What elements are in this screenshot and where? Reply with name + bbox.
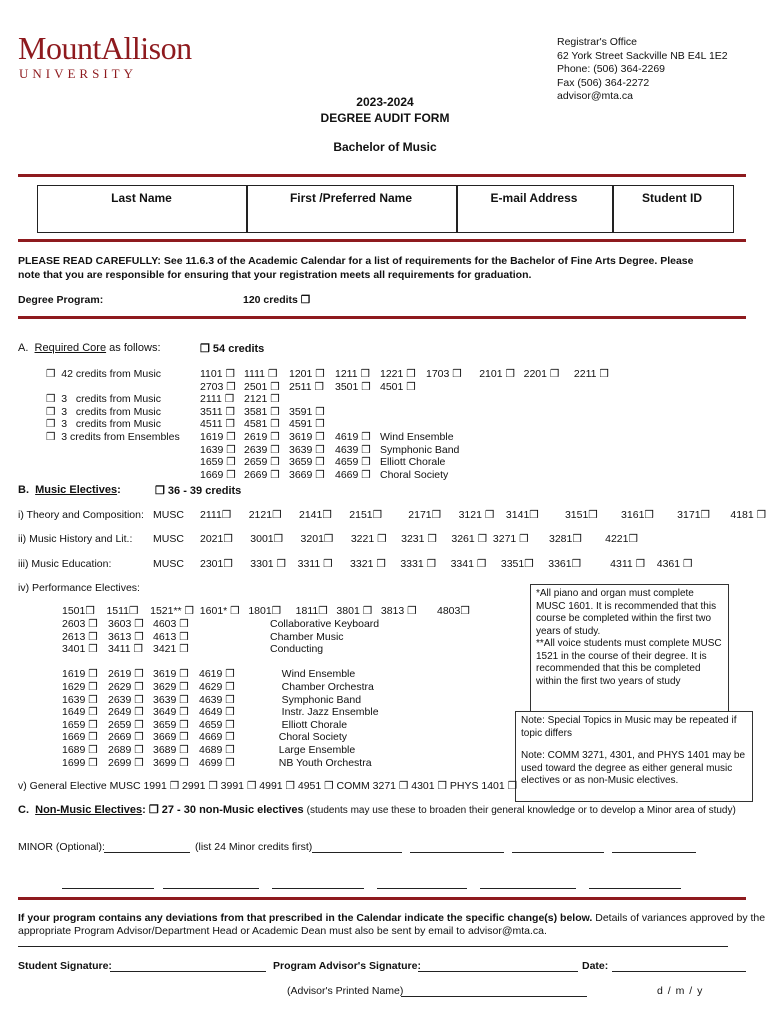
section-b-suffix: : — [117, 484, 121, 496]
performance-ensembles: Collaborative Keyboard Chamber Music Conducting Wind Ensemble Chamber Orchestra Symphonic Band Instr. Jazz Ensemble Elliott Chorale Choral Society Large Ensemble NB Youth Orchestra — [270, 618, 380, 769]
notice-line-2: note that you are responsible for ensuring that your registration meets all requirements for graduation. — [18, 269, 532, 281]
minor-credit-field[interactable] — [612, 851, 696, 853]
core-courses-col-3[interactable]: 1201 ❒ 2511 ❒ 3591 ❒ 4591 ❒ 3619 ❒ 3639 ❒ 3659 ❒ 3669 ❒ — [289, 368, 325, 481]
elective-field[interactable] — [272, 887, 364, 889]
elective-field[interactable] — [163, 887, 259, 889]
university-logo-subtitle: UNIVERSITY — [19, 66, 137, 81]
divider — [18, 897, 746, 900]
email-header: E-mail Address — [490, 191, 578, 205]
date-field[interactable] — [612, 970, 746, 972]
minor-credit-field[interactable] — [512, 851, 604, 853]
degree-program-credits[interactable]: 120 credits ❒ — [243, 294, 311, 306]
divider — [18, 174, 746, 177]
student-signature-field[interactable] — [110, 970, 266, 972]
section-b-label: Music Electives — [35, 484, 118, 496]
comm-phys-note: Note: COMM 3271, 4301, and PHYS 1401 may be used toward the degree as either general music electives or as non-Music electives. — [521, 750, 746, 786]
theory-label: i) Theory and Composition: — [18, 509, 144, 521]
section-a-heading — [18, 342, 161, 354]
history-courses[interactable]: 2021❒ 3001❒ 3201❒ 3221 ❒ 3231 ❒ 3261 ❒ 3271 ❒ 3281❒ 4221❒ — [200, 533, 638, 545]
core-courses-col-1[interactable]: 1101 ❒ 2703 ❒ 2111 ❒ 3511 ❒ 4511 ❒ 1619 ❒ 1639 ❒ 1659 ❒ 1669 ❒ — [200, 368, 236, 481]
office-fax: Fax (506) 364-2272 — [557, 76, 650, 89]
section-a-prefix: A. — [18, 342, 29, 354]
degree-program-label: Degree Program: — [18, 294, 104, 306]
divider — [18, 316, 746, 319]
core-courses-col-2[interactable]: 1111 ❒ 2501 ❒ 2121 ❒ 3581 ❒ 4581 ❒ 2619 ❒ 2639 ❒ 2659 ❒ 2669 ❒ — [244, 368, 280, 481]
performance-col-2[interactable]: 3603 ❒ 3613 ❒ 3411 ❒ 2619 ❒ 2629 ❒ 2639 ❒ 2649 ❒ 2659 ❒ 2669 ❒ 2689 ❒ 2699 ❒ — [108, 618, 144, 769]
elective-field[interactable] — [62, 887, 154, 889]
form-year: 2023-2024 — [356, 95, 414, 109]
performance-label: iv) Performance Electives: — [18, 582, 140, 594]
history-musc: MUSC — [153, 533, 184, 545]
section-a-credits[interactable]: ❒ 54 credits — [200, 343, 265, 355]
performance-col-4[interactable]: 4619 ❒ 4629 ❒ 4639 ❒ 4649 ❒ 4659 ❒ 4669 ❒ 4689 ❒ 4699 ❒ — [199, 668, 235, 769]
education-courses[interactable]: 2301❒ 3301 ❒ 3311 ❒ 3321 ❒ 3331 ❒ 3341 ❒ 3351❒ 3361❒ 4311 ❒ 4361 ❒ — [200, 558, 693, 570]
section-a-suffix: as follows: — [109, 342, 161, 354]
last-name-header: Last Name — [111, 191, 172, 205]
office-phone: Phone: (506) 364-2269 — [557, 63, 665, 75]
divider — [18, 239, 746, 242]
office-address: 62 York Street Sackville NB E4L 1E2 — [557, 49, 728, 62]
elective-field[interactable] — [589, 887, 681, 889]
minor-input[interactable] — [104, 851, 190, 853]
degree-name: Bachelor of Music — [333, 140, 437, 154]
minor-credit-field[interactable] — [312, 851, 402, 853]
performance-row-1[interactable]: 1501❒ 1511❒ 1521** ❒ 1601* ❒ 1801❒ 1811❒ 3801 ❒ 3813 ❒ 4803❒ — [62, 605, 470, 617]
core-courses-col-4[interactable]: 1211 ❒ 3501 ❒ 4619 ❒ 4639 ❒ 4659 ❒ 4669 ❒ — [335, 368, 371, 481]
section-c-credits[interactable]: ❒ 27 - 30 non-Music electives — [148, 804, 304, 816]
elective-field[interactable] — [377, 887, 467, 889]
elective-field[interactable] — [480, 887, 576, 889]
office-name: Registrar's Office — [557, 36, 638, 48]
deviations-line-1 — [18, 912, 765, 924]
education-musc: MUSC — [153, 558, 184, 570]
section-a-labels: ❒ 42 credits from Music ❒ 3 credits from Music ❒ 3 credits from Music ❒ 3 credits from Music ❒ 3 credits from Ensembles — [46, 368, 180, 443]
core-courses-row1-rest[interactable]: 1703 ❒ 2101 ❒ 2201 ❒ 2211 ❒ — [426, 368, 609, 380]
special-topics-note: Note: Special Topics in Music may be repeated if topic differs — [521, 715, 737, 739]
section-a-label: Required Core — [34, 342, 107, 354]
advisor-signature-label: Program Advisor's Signature: — [273, 960, 421, 972]
minor-label: MINOR (Optional): — [18, 841, 105, 853]
student-id-header: Student ID — [642, 191, 702, 205]
minor-credit-field[interactable] — [410, 851, 504, 853]
theory-courses[interactable]: 2111❒ 2121❒ 2141❒ 2151❒ 2171❒ 3121 ❒ 3141❒ 3151❒ 3161❒ 3171❒ 4181 ❒ — [200, 509, 767, 521]
section-b-prefix: B. — [18, 484, 29, 496]
piano-voice-note: *All piano and organ must complete MUSC 1601. It is recommended that this course be completed within the first two years of study. **All voice students must complete MUSC 1521 in the course of their degree. It is recommended that this be completed within the first two years of study — [530, 584, 729, 712]
notice-line-1: PLEASE READ CAREFULLY: See 11.6.3 of the Academic Calendar for a list of requirements for the Bachelor of Fine Arts Degree. Please — [18, 255, 694, 267]
section-b-heading — [18, 484, 121, 496]
office-info — [557, 36, 728, 104]
deviations-line-2: appropriate Program Advisor/Department Head or Academic Dean must also be sent by email to advisor@mta.ca. — [18, 925, 547, 937]
section-c-note: (students may use these to broaden their general knowledge or to develop a Minor area of study) — [306, 805, 736, 816]
advisor-printed-name-label: (Advisor's Printed Name) — [287, 985, 404, 997]
office-email: advisor@mta.ca — [557, 90, 634, 102]
performance-col-1[interactable]: 2603 ❒ 2613 ❒ 3401 ❒ 1619 ❒ 1629 ❒ 1639 ❒ 1649 ❒ 1659 ❒ 1669 ❒ 1689 ❒ 1699 ❒ — [62, 618, 98, 769]
form-title: DEGREE AUDIT FORM — [320, 111, 450, 125]
theory-musc: MUSC — [153, 509, 184, 521]
student-signature-label: Student Signature: — [18, 960, 112, 972]
deviations-rest: Details of variances approved by the — [595, 912, 766, 924]
section-c-suffix: : — [142, 804, 146, 816]
minor-note: (list 24 Minor credits first) — [195, 841, 313, 853]
education-label: iii) Music Education: — [18, 558, 112, 570]
first-name-header: First /Preferred Name — [289, 191, 413, 205]
performance-col-3[interactable]: 4603 ❒ 4613 ❒ 3421 ❒ 3619 ❒ 3629 ❒ 3639 ❒ 3649 ❒ 3659 ❒ 3669 ❒ 3689 ❒ 3699 ❒ — [153, 618, 189, 769]
core-courses-col-5[interactable]: 1221 ❒ 4501 ❒ Wind Ensemble Symphonic Band Elliott Chorale Choral Society — [380, 368, 460, 481]
section-c-label: Non-Music Electives — [35, 804, 143, 816]
advisor-signature-field[interactable] — [418, 970, 578, 972]
date-label: Date: — [582, 960, 609, 972]
date-format: d / m / y — [657, 985, 703, 997]
university-logo: MountAllison — [18, 30, 192, 66]
section-c-heading — [18, 803, 736, 816]
advisor-printed-name-field[interactable] — [401, 995, 587, 997]
history-label: ii) Music History and Lit.: — [18, 533, 133, 545]
section-c-prefix: C. — [18, 804, 29, 816]
section-b-credits[interactable]: ❒ 36 - 39 credits — [155, 485, 242, 497]
general-elective[interactable]: v) General Elective MUSC 1991 ❒ 2991 ❒ 3991 ❒ 4991 ❒ 4951 ❒ COMM 3271 ❒ 4301 ❒ PHYS 1401 ❒ — [18, 780, 518, 792]
deviations-bold: If your program contains any deviations from that prescribed in the Calendar indicate the specific change(s) below. — [18, 912, 593, 924]
notes-box — [515, 711, 753, 802]
deviations-input[interactable] — [18, 945, 728, 947]
